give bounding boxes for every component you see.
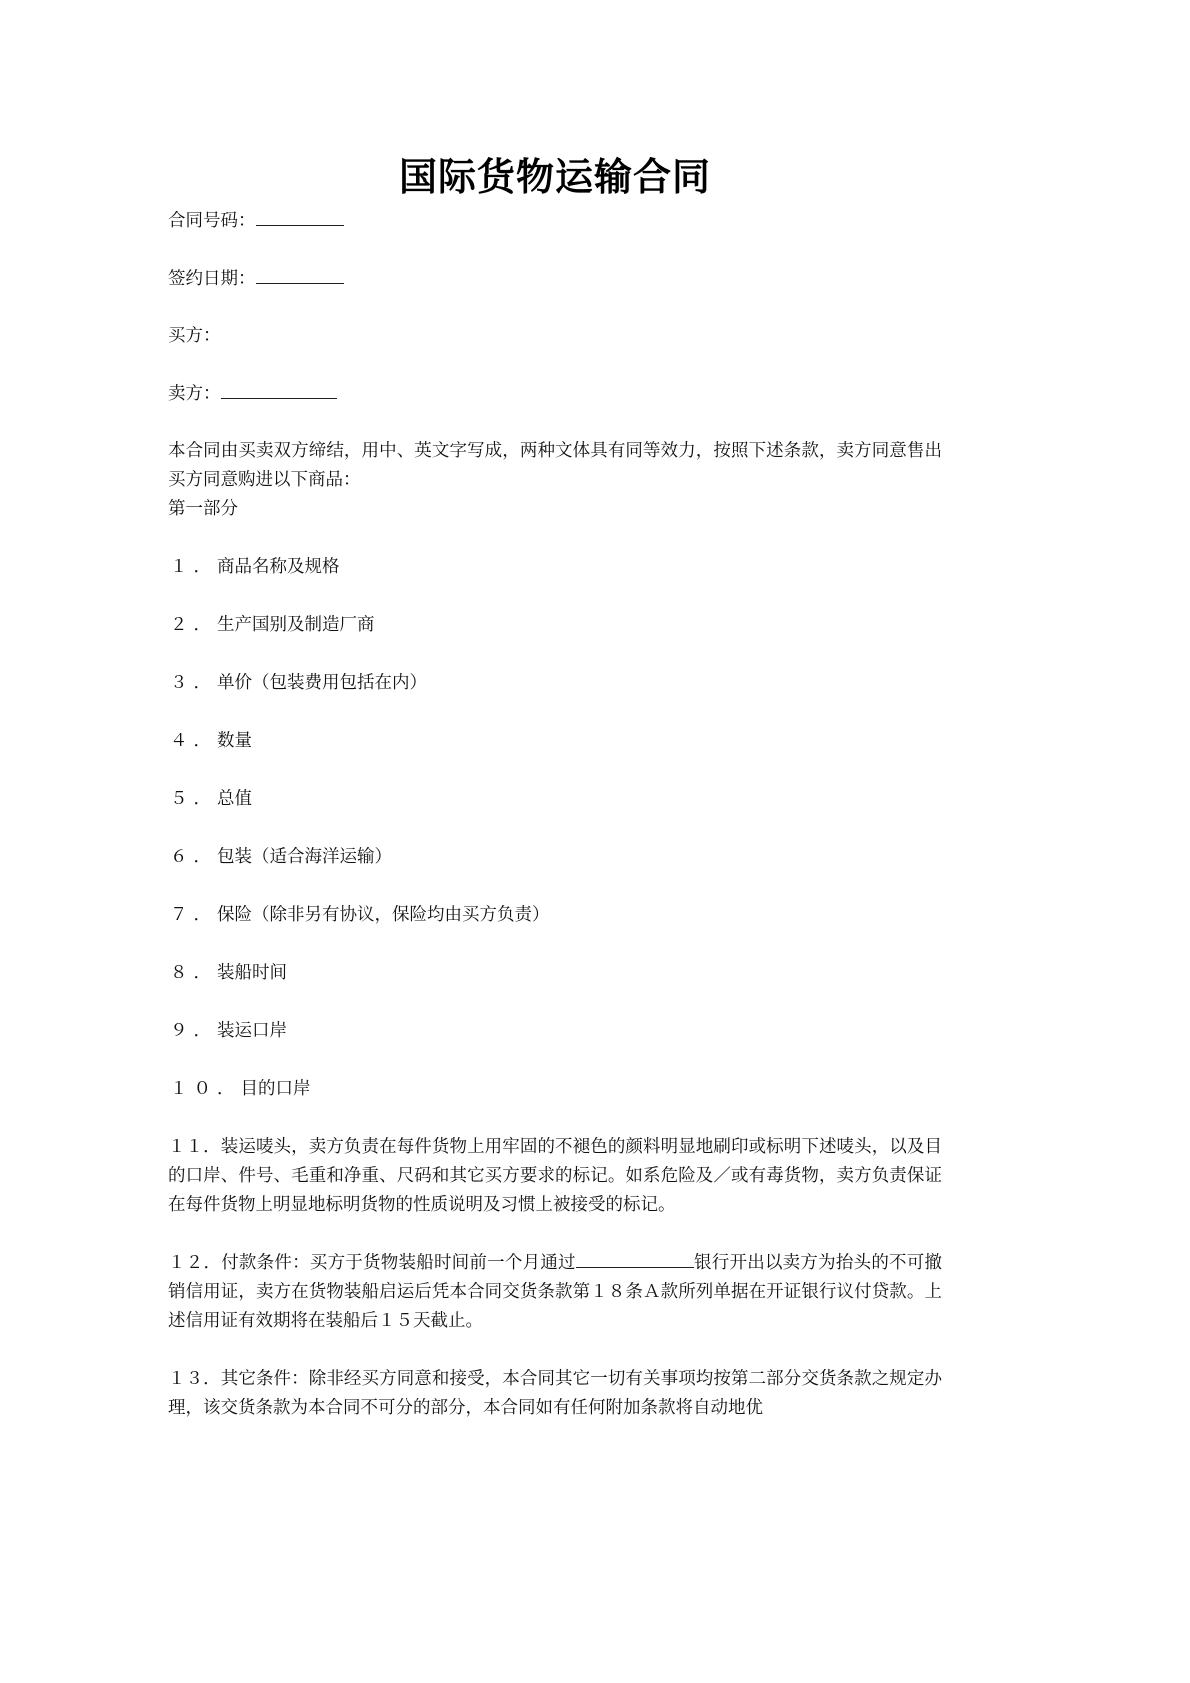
- list-item: ８．装船时间: [170, 963, 287, 983]
- buyer-field: [168, 322, 221, 351]
- intro-paragraph: 本合同由买卖双方缔结，用中、英文字写成，两种文体具有同等效力，按照下述条款，卖方同意售出买方同意购进以下商品：: [168, 441, 942, 490]
- list-item: １０．目的口岸: [170, 1079, 311, 1099]
- document-title: 国际货物运输合同: [398, 155, 711, 199]
- signing-date-label: 签约日期：: [168, 269, 256, 289]
- seller-label: 卖方：: [168, 384, 221, 404]
- signing-date-blank[interactable]: [256, 265, 344, 284]
- list-item: ７．保险（除非另有协议，保险均由买方负责）: [170, 905, 550, 925]
- seller-field: [168, 380, 337, 409]
- list-item: ３．单价（包装费用包括在内）: [170, 673, 427, 693]
- contract-number-field: [168, 207, 344, 236]
- clause-other-conditions: １３．其它条件：除非经买方同意和接受，本合同其它一切有关事项均按第二部分交货条款之规定办理，该交货条款为本合同不可分的部分，本合同如有任何附加条款将自动地优: [168, 1369, 942, 1418]
- list-item: ５．总值: [170, 789, 252, 809]
- contract-number-blank[interactable]: [256, 207, 344, 226]
- section-heading: 第一部分: [168, 499, 238, 519]
- list-item: ９．装运口岸: [170, 1021, 287, 1041]
- buyer-label: 买方：: [168, 326, 221, 346]
- clause-shipping-marks: １１．装运唛头，卖方负责在每件货物上用牢固的不褪色的颜料明显地刷印或标明下述唛头，以及目的口岸、件号、毛重和净重、尺码和其它买方要求的标记。如系危险及／或有毒货物，卖方负责保证在每件货物上明显地标明货物的性质说明及习惯上被接受的标记。: [168, 1137, 942, 1215]
- signing-date-field: [168, 265, 344, 294]
- list-item: ４．数量: [170, 731, 252, 751]
- list-item: ６．包装（适合海洋运输）: [170, 847, 392, 867]
- list-item: １．商品名称及规格: [170, 557, 340, 577]
- contract-number-label: 合同号码：: [168, 211, 256, 231]
- list-item: ２．生产国别及制造厂商: [170, 615, 375, 635]
- bank-name-blank[interactable]: [576, 1249, 694, 1268]
- seller-blank[interactable]: [221, 380, 337, 399]
- clause-payment-terms: １２．付款条件：买方于货物装船时间前一个月通过 银行开出以卖方为抬头的不可撤销信用证，卖方在货物装船启运后凭本合同交货条款第１８条Ａ款所列单据在开证银行议付贷款。上述信用证有效期将在装船后１５天截止。: [168, 1249, 942, 1336]
